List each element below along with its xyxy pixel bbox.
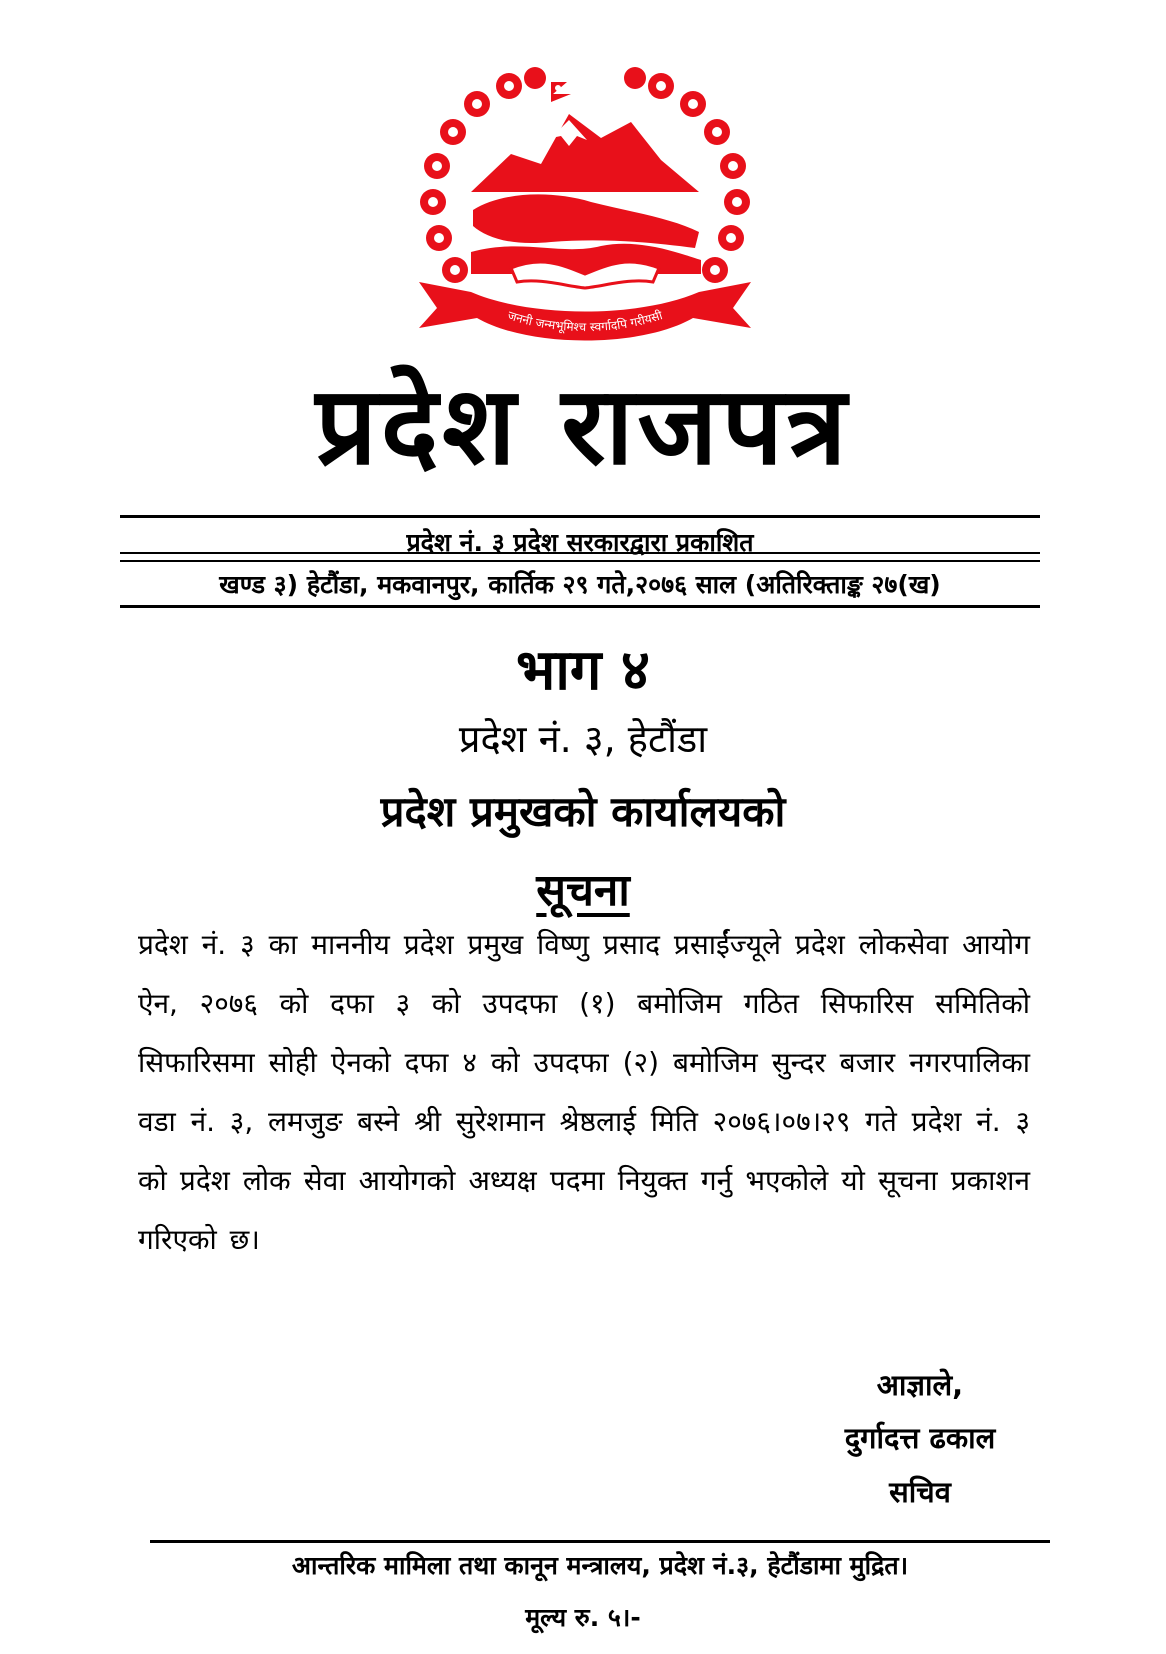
printer-line: आन्तरिक मामिला तथा कानून मन्त्रालय, प्रदेश नं.३, हेटौंडामा मुद्रित। bbox=[291, 1551, 909, 1580]
location-heading: प्रदेश नं. ३, हेटौंडा bbox=[458, 717, 708, 761]
header-rule-bottom bbox=[120, 605, 1040, 608]
nepal-emblem-icon bbox=[401, 42, 769, 360]
signatory-designation: सचिव bbox=[889, 1475, 951, 1509]
notice-body: प्रदेश नं. ३ का माननीय प्रदेश प्रमुख विष्णु प्रसाद प्रसाईंज्यूले प्रदेश लोकसेवा आयोग ऐन, २०७६ को दफा ३ को उपदफा (१) बमोजिम गठित सिफारिस समितिको सिफारिसमा सोही ऐनको दफा ४ को उपदफा (२) बमोजिम सुन्दर बजार नगरपालिका वडा नं. ३, लमजुङ बस्ने श्री सुरेशमान श्रेष्ठलाई मिति २०७६।०७।२९ गते प्रदेश नं. ३ को प्रदेश लोक सेवा आयोगको अध्यक्ष पदमा नियुक्त गर्नु भएकोले यो सूचना प्रकाशन गरिएको छ। bbox=[138, 928, 1030, 1256]
notice-title: सूचना bbox=[536, 865, 630, 916]
header-rule-double-b bbox=[120, 560, 1040, 562]
footer-rule bbox=[150, 1540, 1050, 1543]
header-rule-double-a bbox=[120, 552, 1040, 554]
signatory-name: दुर्गादत्त ढकाल bbox=[844, 1421, 996, 1455]
price-line: मूल्य रु. ५।- bbox=[525, 1603, 641, 1632]
gazette-title: प्रदेश राजपत्र bbox=[315, 364, 851, 489]
publisher-line: प्रदेश नं. ३ प्रदेश सरकारद्वारा प्रकाशित bbox=[406, 528, 754, 557]
part-heading: भाग ४ bbox=[515, 638, 651, 703]
header-rule-top bbox=[120, 515, 1040, 518]
signature-order: आज्ञाले, bbox=[876, 1368, 964, 1402]
emblem-motto: जननी जन्मभूमिश्च स्वर्गादपि गरीयसी bbox=[505, 308, 665, 335]
issue-line: खण्ड ३) हेटौंडा, मकवानपुर, कार्तिक २९ गते,२०७६ साल (अतिरिक्ताङ्क २७(ख) bbox=[219, 570, 941, 599]
office-heading: प्रदेश प्रमुखको कार्यालयको bbox=[380, 787, 786, 836]
